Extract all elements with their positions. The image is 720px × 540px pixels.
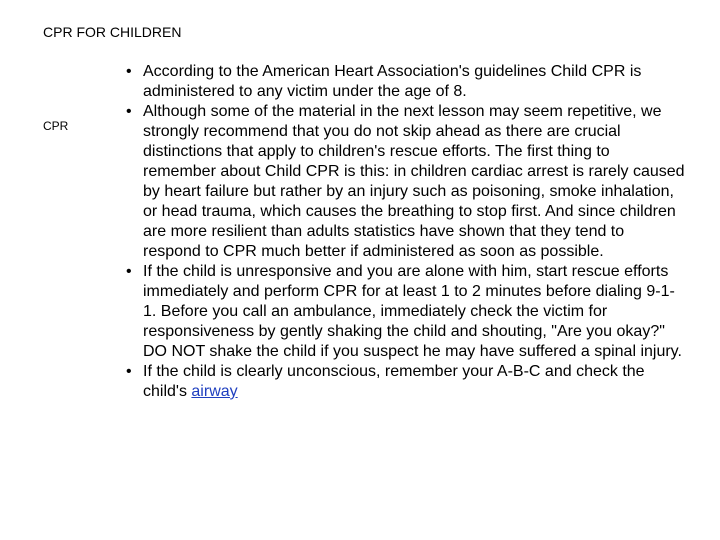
bullet-item: • According to the American Heart Association's guidelines Child CPR is administered to any victim under the age of 8. <box>126 62 686 102</box>
slide-title: CPR FOR CHILDREN <box>43 24 182 40</box>
bullet-text: If the child is clearly unconscious, remember your A-B-C and check the child's <box>143 363 645 400</box>
airway-link[interactable]: airway <box>191 383 238 400</box>
bullet-list <box>126 62 686 402</box>
bullet-item: • Although some of the material in the next lesson may seem repetitive, we strongly recommend that you do not skip ahead as there are crucial distinctions that apply to children's rescue efforts. The first thing to remember about Child CPR is this: in children cardiac arrest is rarely caused by heart failure but rather by an injury such as poisoning, smoke inhalation, or head trauma, which causes the breathing to stop first. And since children are more resilient than adults statistics have shown that they tend to respond to CPR much better if administered as soon as possible. <box>126 102 686 262</box>
bullet-item: • If the child is unresponsive and you are alone with him, start rescue efforts immediately and perform CPR for at least 1 to 2 minutes before dialing 9-1-1. Before you call an ambulance, immediately check the victim for responsiveness by gently shaking the child and shouting, "Are you okay?" DO NOT shake the child if you suspect he may have suffered a spinal injury. <box>126 262 686 362</box>
side-label: CPR <box>43 119 69 133</box>
bullet-item-last <box>126 362 686 402</box>
